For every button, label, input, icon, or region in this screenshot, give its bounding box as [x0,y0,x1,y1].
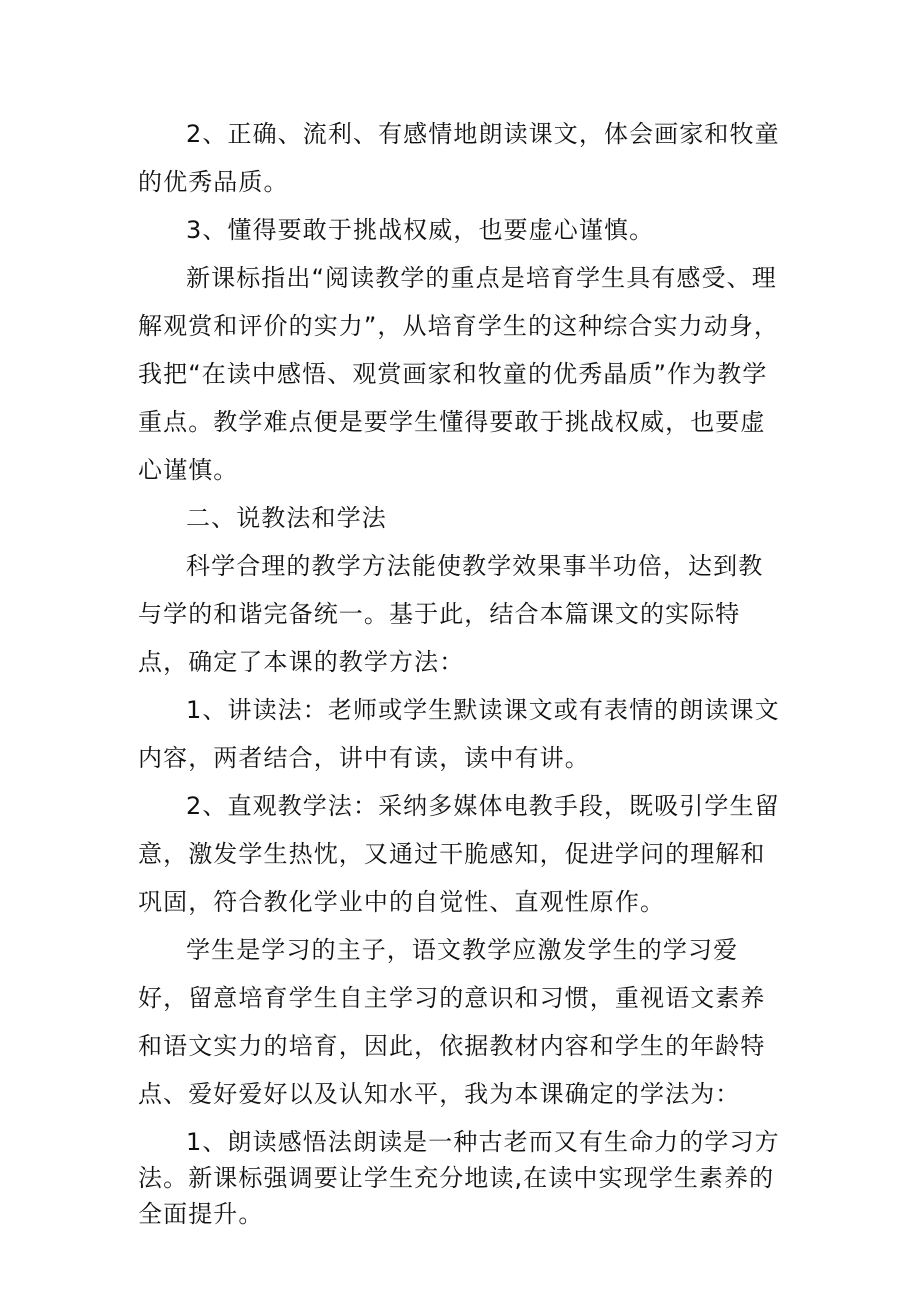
paragraph-goal-2: 2、正确、流利、有感情地朗读课文，体会画家和牧童的优秀品质。 [138,120,780,196]
paragraph-method-1: 1、讲读法：老师或学生默读课文或有表情的朗读课文内容，两者结合，讲中有读，读中有讲。 [138,696,780,772]
paragraph-goal-3: 3、懂得要敢于挑战权威，也要虚心谨慎。 [186,216,655,244]
paragraph-teaching-methods: 科学合理的教学方法能使教学效果事半功倍，达到教与学的和谐完备统一。基于此，结合本篇课文的实际特点，确定了本课的教学方法： [138,552,764,676]
paragraph-method-2: 2、直观教学法：采纳多媒体电教手段，既吸引学生留意，激发学生热忱，又通过干脆感知，促进学问的理解和巩固，符合教化学业中的自觉性、直观性原作。 [138,792,780,916]
paragraph-key-points: 新课标指出“阅读教学的重点是培育学生具有感受、理解观赏和评价的实力”，从培育学生的这种综合实力动身，我把“在读中感悟、观赏画家和牧童的优秀晶质”作为教学重点。教学难点便是要学生懂得要敢于挑战权威，也要虚心谨慎。 [138,264,780,484]
paragraph-learning-method-1: 1、朗读感悟法朗读是一种古老而又有生命力的学习方法。新课标强调要让学生充分地读,在读中实现学生素养的全面提升。 [138,1128,780,1228]
section-heading-methods: 二、说教法和学法 [186,504,387,532]
document-body [138,110,786,1232]
paragraph-learning-methods: 学生是学习的主子，语文教学应激发学生的学习爱好，留意培育学生自主学习的意识和习惯，重视语文素养和语文实力的培育，因此，依据教材内容和学生的年龄特点、爱好爱好以及认知水平，我为本课确定的学法为： [138,936,766,1108]
